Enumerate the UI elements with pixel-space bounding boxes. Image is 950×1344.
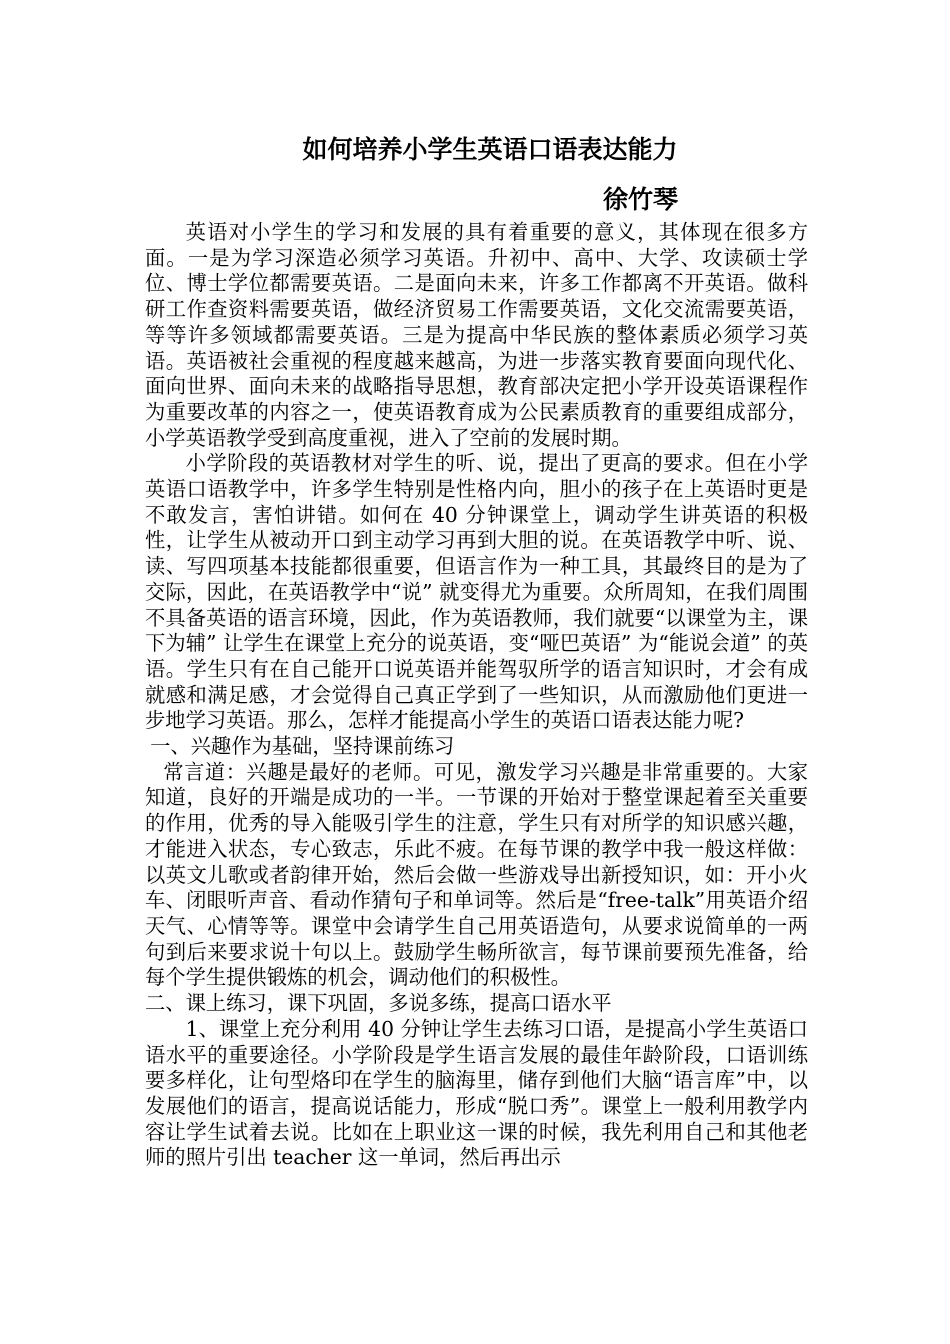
section-heading: 二、课上练习，课下巩固，多说多练，提高口语水平 <box>145 991 612 1016</box>
section-heading: 一、兴趣作为基础，坚持课前练习 <box>150 734 455 759</box>
document-body <box>145 220 808 1171</box>
body-paragraph: 1、课堂上充分利用 40 分钟让学生去练习口语，是提高小学生英语口语水平的重要途径。小学阶段是学生语言发展的最佳年龄阶段，口语训练要多样化，让句型烙印在学生的脑海里，储存到他们大脑“语言库”中，以发展他们的语言，提高说话能力，形成“脱口秀”。课堂上一般利用教学内容让学生试着去说。比如在上职业这一课的时候，我先利用自己和其他老师的照片引出 teacher 这一单词，然后再出示 <box>145 1016 808 1170</box>
body-paragraph: 常言道：兴趣是最好的老师。可见，激发学习兴趣是非常重要的。大家知道，良好的开端是成功的一半。一节课的开始对于整堂课起着至关重要的作用，优秀的导入能吸引学生的注意，学生只有对所学的知识感兴趣，才能进入状态，专心致志，乐此不疲。在每节课的教学中我一般这样做：以英文儿歌或者韵律开始，然后会做一些游戏导出新授知识，如：开小火车、闭眼听声音、看动作猜句子和单词等。然后是“free-talk”用英语介绍天气、心情等等。课堂中会请学生自己用英语造句，从要求说简单的一两句到后来要求说十句以上。鼓励学生畅所欲言，每节课前要预先准备，给每个学生提供锻炼的机会，调动他们的积极性。 <box>145 759 808 990</box>
document-title: 如何培养小学生英语口语表达能力 <box>302 135 678 164</box>
body-paragraph: 小学阶段的英语教材对学生的听、说，提出了更高的要求。但在小学英语口语教学中，许多学生特别是性格内向，胆小的孩子在上英语时更是不敢发言，害怕讲错。如何在 40 分钟课堂上，调动学生讲英语的积极性，让学生从被动开口到主动学习再到大胆的说。在英语教学中听、说、读、写四项基本技能都很重要，但语言作为一种工具，其最终目的是为了交际，因此，在英语教学中“说” 就变得尤为重要。众所周知，在我们周围不具备英语的语言环境，因此，作为英语教师，我们就要“以课堂为主，课下为辅” 让学生在课堂上充分的说英语，变“哑巴英语” 为“能说会道” 的英语。学生只有在自己能开口说英语并能驾驭所学的语言知识时，才会有成就感和满足感，才会觉得自己真正学到了一些知识，从而激励他们更进一步地学习英语。那么，怎样才能提高小学生的英语口语表达能力呢? <box>145 451 808 733</box>
document-author: 徐竹琴 <box>603 185 679 214</box>
body-paragraph: 英语对小学生的学习和发展的具有着重要的意义，其体现在很多方面。一是为学习深造必须学习英语。升初中、高中、大学、攻读硕士学位、博士学位都需要英语。二是面向未来，许多工作都离不开英语。做科研工作查资料需要英语，做经济贸易工作需要英语，文化交流需要英语，等等许多领域都需要英语。三是为提高中华民族的整体素质必须学习英语。英语被社会重视的程度越来越高，为进一步落实教育要面向现代化、面向世界、面向未来的战略指导思想，教育部决定把小学开设英语课程作为重要改革的内容之一，使英语教育成为公民素质教育的重要组成部分，小学英语教学受到高度重视，进入了空前的发展时期。 <box>145 220 808 450</box>
